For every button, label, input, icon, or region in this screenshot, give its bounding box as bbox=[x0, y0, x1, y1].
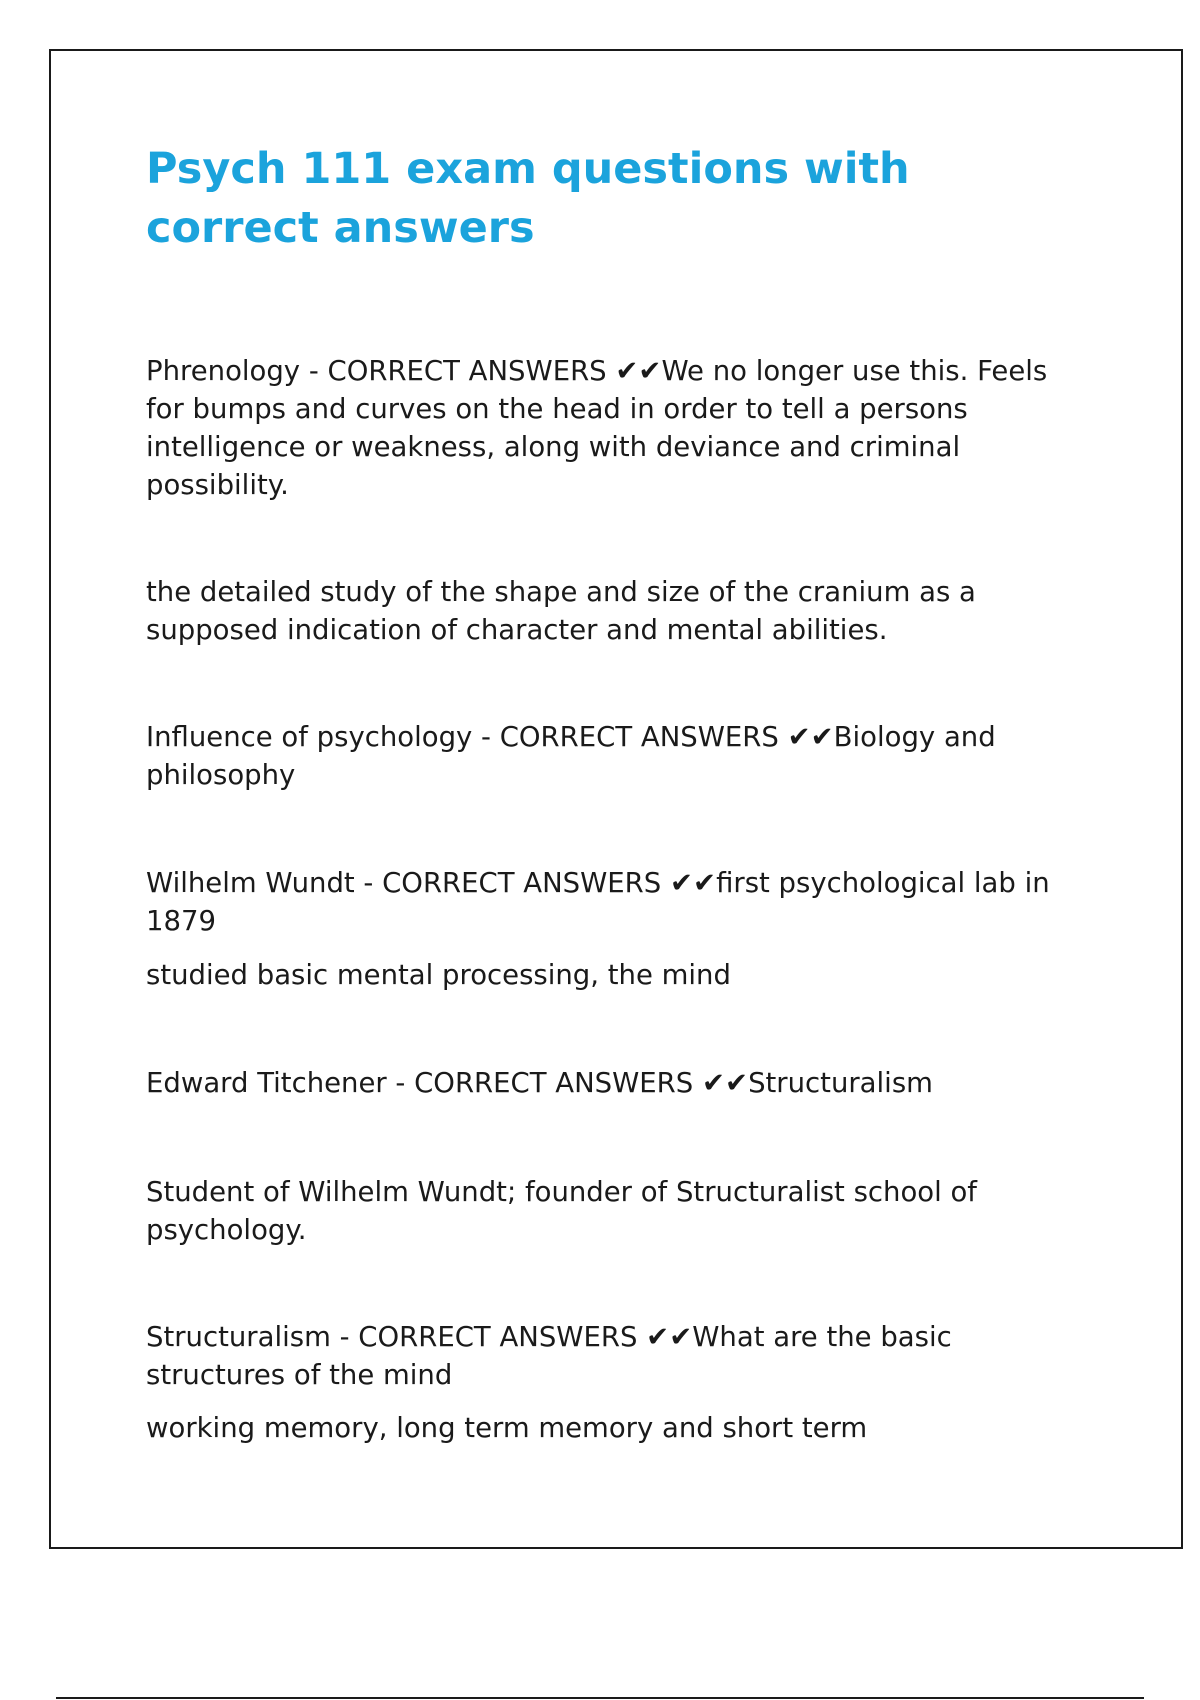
paragraph-titchener-student: Student of Wilhelm Wundt; founder of Structuralist school of psychology. bbox=[146, 1176, 977, 1246]
bottom-rule bbox=[56, 1697, 1144, 1699]
document-title: Psych 111 exam questions with correct answers bbox=[146, 144, 910, 253]
paragraph-influence-of-psychology: Influence of psychology - CORRECT ANSWERS ✔✔Biology and philosophy bbox=[146, 721, 996, 791]
paragraph-phrenology: Phrenology - CORRECT ANSWERS ✔✔We no longer use this. Feels for bumps and curves on the head in order to tell a persons intelligence or weakness, along with deviance and criminal possibility. bbox=[146, 355, 1048, 501]
paragraph-memory: working memory, long term memory and short term bbox=[146, 1412, 868, 1444]
paragraph-edward-titchener: Edward Titchener - CORRECT ANSWERS ✔✔Structuralism bbox=[146, 1067, 933, 1099]
paragraph-wundt-mind: studied basic mental processing, the mind bbox=[146, 959, 731, 991]
paragraph-wilhelm-wundt: Wilhelm Wundt - CORRECT ANSWERS ✔✔first psychological lab in 1879 bbox=[146, 867, 1050, 937]
paragraph-structuralism: Structuralism - CORRECT ANSWERS ✔✔What are the basic structures of the mind bbox=[146, 1321, 952, 1391]
paragraph-phrenology-definition: the detailed study of the shape and size of the cranium as a supposed indication of character and mental abilities. bbox=[146, 576, 976, 646]
